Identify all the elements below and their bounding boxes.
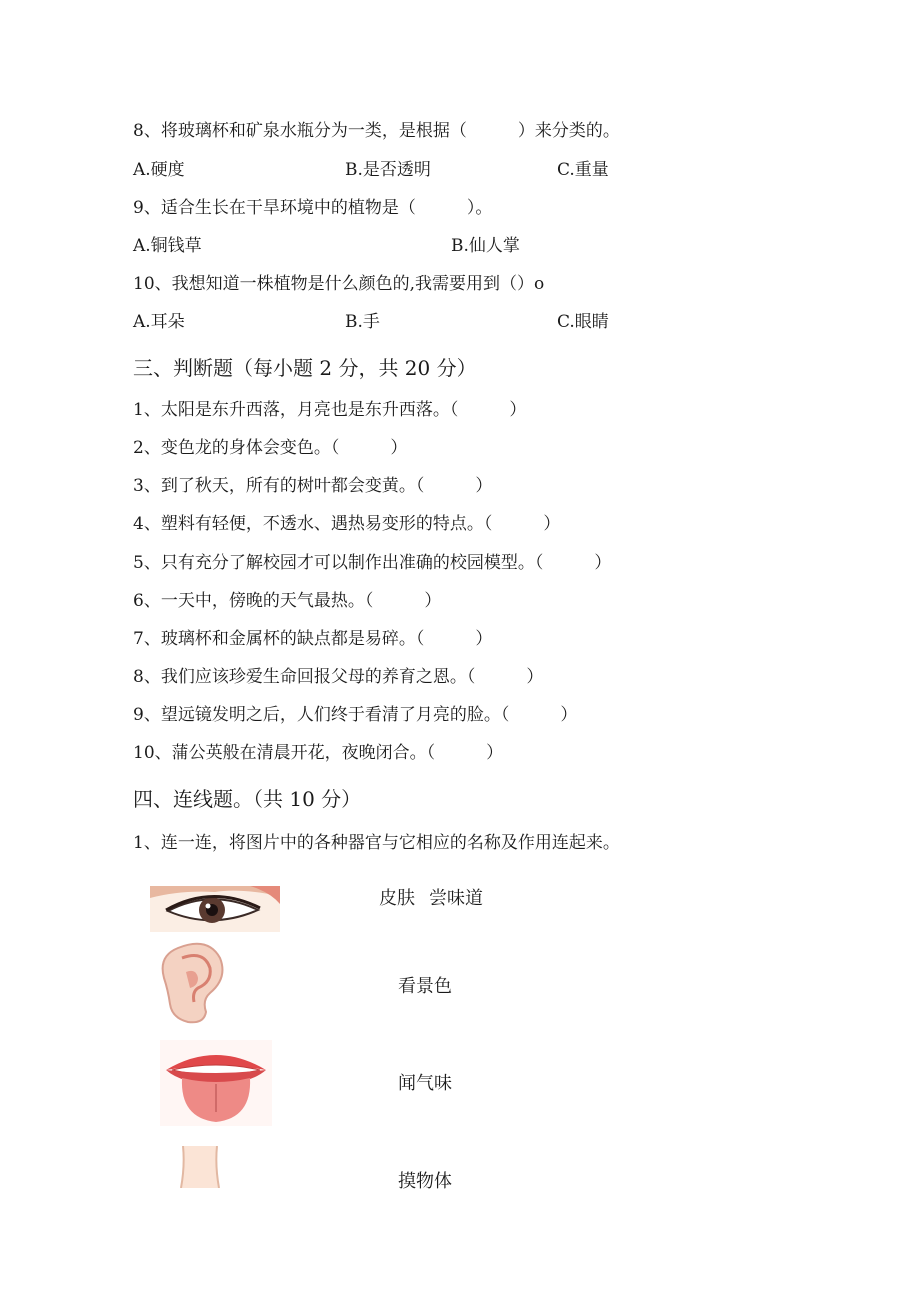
nose-icon [155,1146,245,1188]
q8-option-b: B.是否透明 [345,160,431,180]
section-3-title: 三、判断题（每小题 2 分，共 20 分） [133,356,477,380]
judge-item-9: 9、望远镜发明之后，人们终于看清了月亮的脸。（ ） [133,705,578,725]
q10-option-a: A.耳朵 [133,312,185,332]
mouth-tongue-icon [160,1040,272,1126]
label-taste: 尝味道 [429,888,483,909]
eye-icon [150,886,280,932]
judge-item-2: 2、变色龙的身体会变色。（ ） [133,438,408,458]
q10-option-b: B.手 [345,312,380,332]
q8-option-a: A.硬度 [133,160,185,180]
label-smell: 闻气味 [398,1073,452,1094]
judge-item-8: 8、我们应该珍爱生命回报父母的养育之恩。（ ） [133,667,544,687]
section-4-title: 四、连线题。（共 10 分） [133,787,362,811]
q9-option-b: B.仙人掌 [451,236,520,256]
label-see-scenery: 看景色 [398,976,452,997]
judge-item-10: 10、蒲公英般在清晨开花，夜晚闭合。（ ） [133,743,504,763]
q9-option-a: A.铜钱草 [133,236,202,256]
judge-item-5: 5、只有充分了解校园才可以制作出准确的校园模型。（ ） [133,553,612,573]
matching-question-1: 1、连一连，将图片中的各种器官与它相应的名称及作用连起来。 [133,833,620,853]
q10-option-c: C.眼睛 [557,312,609,332]
ear-icon [148,938,248,1026]
label-touch: 摸物体 [398,1171,452,1192]
judge-item-4: 4、塑料有轻便，不透水、遇热易变形的特点。（ ） [133,514,561,534]
judge-item-7: 7、玻璃杯和金属杯的缺点都是易碎。（ ） [133,629,493,649]
question-9: 9、适合生长在干旱环境中的植物是（ ）。 [133,198,493,218]
judge-item-6: 6、一天中，傍晚的天气最热。（ ） [133,591,442,611]
judge-item-3: 3、到了秋天，所有的树叶都会变黄。（ ） [133,476,493,496]
q8-option-c: C.重量 [557,160,609,180]
question-10: 10、我想知道一株植物是什么颜色的,我需要用到（）o [133,274,545,294]
question-8: 8、将玻璃杯和矿泉水瓶分为一类，是根据（ ）来分类的。 [133,121,620,141]
judge-item-1: 1、太阳是东升西落，月亮也是东升西落。（ ） [133,400,527,420]
label-skin: 皮肤 [379,888,415,909]
